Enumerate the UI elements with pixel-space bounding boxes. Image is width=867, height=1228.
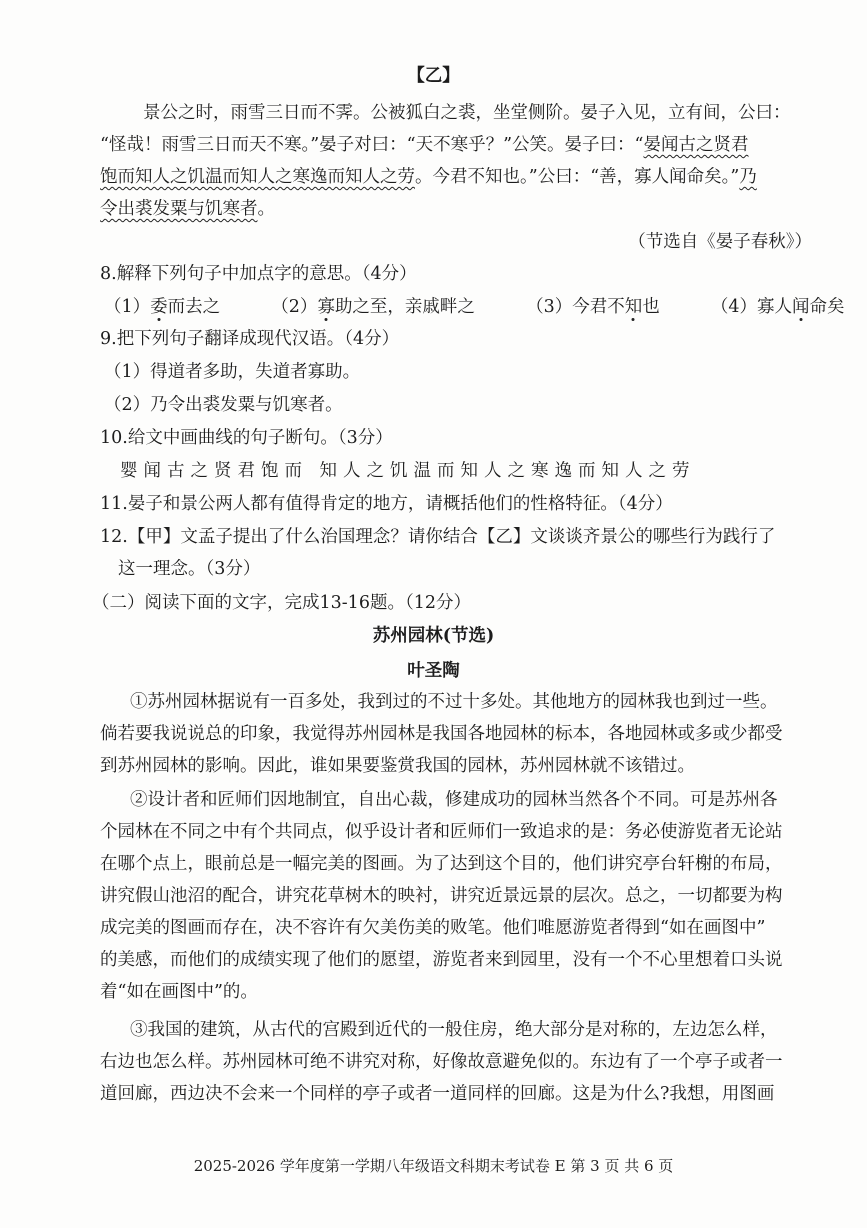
para-3-line-3: 道回廊，西边决不会来一个同样的亭子或者一道同样的回廊。这是为什么?我想，用图画	[100, 1084, 775, 1104]
q8-item-2-dotted: 寡	[317, 297, 335, 317]
yi-line4-end: 。	[257, 199, 275, 219]
page-footer: 2025-2026 学年度第一学期八年级语文科期末考试卷 E 第 3 页 共 6 页	[193, 1157, 674, 1175]
q8-item-3-rest: 也	[642, 297, 660, 317]
para-2-line-7: 着“如在画图中”的。	[100, 982, 258, 1002]
yi-wavy-text-2: 饱而知人之饥温而知人之寒逸而知人之劳	[100, 167, 415, 187]
para-2-line-2: 个园林在不同之中有个共同点，似乎设计者和匠师们一致追求的是：务必使游览者无论站	[100, 822, 783, 842]
q8-item-2-rest: 助之至，亲戚畔之	[334, 297, 475, 317]
question-8-items	[104, 295, 845, 319]
yi-text-line-1: 景公之时，雨雪三日而不霁。公被狐白之裘，坐堂侧阶。晏子入见，立有间，公曰：	[143, 103, 791, 123]
question-12-cont: 这一理念。（3分）	[118, 559, 261, 579]
article-title: 苏州园林(节选)	[372, 626, 495, 646]
yi-underline-text-1: 乃	[739, 167, 757, 187]
para-1-line-2: 倘若要我说说总的印象，我觉得苏州园林是我国各地园林的标本，各地园林或多或少都受	[100, 724, 783, 744]
article-author: 叶圣陶	[407, 661, 460, 681]
q8-item-1-rest: 而去之	[167, 297, 221, 317]
question-9-item-1: （1）得道者多助，失道者寡助。	[104, 362, 361, 382]
question-10: 10.给文中画曲线的句子断句。（3分）	[100, 428, 393, 448]
para-1-line-3: 到苏州园林的影响。因此，谁如果要鉴赏我国的园林，苏州园林就不该错过。	[100, 756, 695, 776]
question-9: 9.把下列句子翻译成现代汉语。（4分）	[100, 329, 400, 349]
q8-item-4-dotted: 闻	[792, 297, 810, 317]
q8-item-2-num: （2）	[271, 297, 318, 317]
q8-item-1-num: （1）	[104, 297, 151, 317]
para-1-line-1: ①苏州园林据说有一百多处，我到过的不过十多处。其他地方的园林我也到过一些。	[130, 692, 778, 712]
question-12: 12.【甲】文孟子提出了什么治国理念？请你结合【乙】文谈谈齐景公的哪些行为践行了	[100, 527, 776, 547]
q8-item-3-num: （3）今君不	[526, 297, 625, 317]
para-3-line-1: ③我国的建筑，从古代的宫殿到近代的一般住房，绝大部分是对称的，左边怎么样，	[130, 1020, 778, 1040]
part2-heading: （二）阅读下面的文字，完成13-16题。（12分）	[92, 593, 471, 613]
para-3-line-2: 右边也怎么样。苏州园林可绝不讲究对称，好像故意避免似的。东边有了一个亭子或者一	[100, 1052, 783, 1072]
para-2-line-1: ②设计者和匠师们因地制宜，自出心裁，修建成功的园林当然各个不同。可是苏州各	[130, 790, 778, 810]
yi-wavy-text-1: 晏闻古之贤君	[643, 135, 749, 155]
para-2-line-3: 在哪个点上，眼前总是一幅完美的图画。为了达到这个目的，他们讲究亭台轩榭的布局，	[100, 854, 783, 874]
section-yi-label: 【乙】	[407, 66, 460, 86]
question-11: 11.晏子和景公两人都有值得肯定的地方，请概括他们的性格特征。（4分）	[100, 494, 673, 514]
q8-item-2	[271, 297, 475, 317]
yi-underline-text-2: 令出裘发粟与饥寒者	[100, 199, 258, 219]
q8-item-3-dotted: 知	[624, 297, 643, 317]
q8-item-1	[104, 297, 220, 317]
q8-item-4-rest: 命矣	[809, 297, 845, 317]
para-2-line-5: 成完美的图画而存在，决不容许有欠美伤美的败笔。他们唯愿游览者得到“如在画图中”	[100, 918, 766, 938]
q8-item-1-dotted: 委	[150, 297, 168, 317]
q8-item-3	[526, 297, 660, 317]
question-9-item-2: （2）乃令出裘发粟与饥寒者。	[104, 395, 343, 415]
q8-item-4-num: （4）寡人	[710, 297, 793, 317]
yi-line2-text: “怪哉！雨雪三日而天不寒。”晏子对曰：“天不寒乎？”公笑。晏子曰：“	[100, 135, 644, 155]
yi-line3-text: 。今君不知也。”公曰：“善，寡人闻命矣。”	[415, 167, 740, 187]
yi-text-line-2	[100, 133, 815, 157]
yi-text-line-4	[100, 197, 815, 221]
para-2-line-6: 的美感，而他们的成绩实现了他们的愿望，游览者来到园里，没有一个不心里想着口头说	[100, 950, 783, 970]
para-2-line-4: 讲究假山池沼的配合，讲究花草树木的映衬，讲究近景远景的层次。总之，一切都要为构	[100, 886, 783, 906]
question-10-text: 婴闻古之贤君饱而 知人之饥温而知人之寒逸而知人之劳	[120, 461, 696, 481]
q8-item-4	[711, 297, 845, 317]
yi-text-line-3	[100, 165, 815, 189]
question-8: 8.解释下列句子中加点字的意思。（4分）	[100, 264, 417, 284]
yi-source: （节选自《晏子春秋》）	[628, 232, 812, 252]
